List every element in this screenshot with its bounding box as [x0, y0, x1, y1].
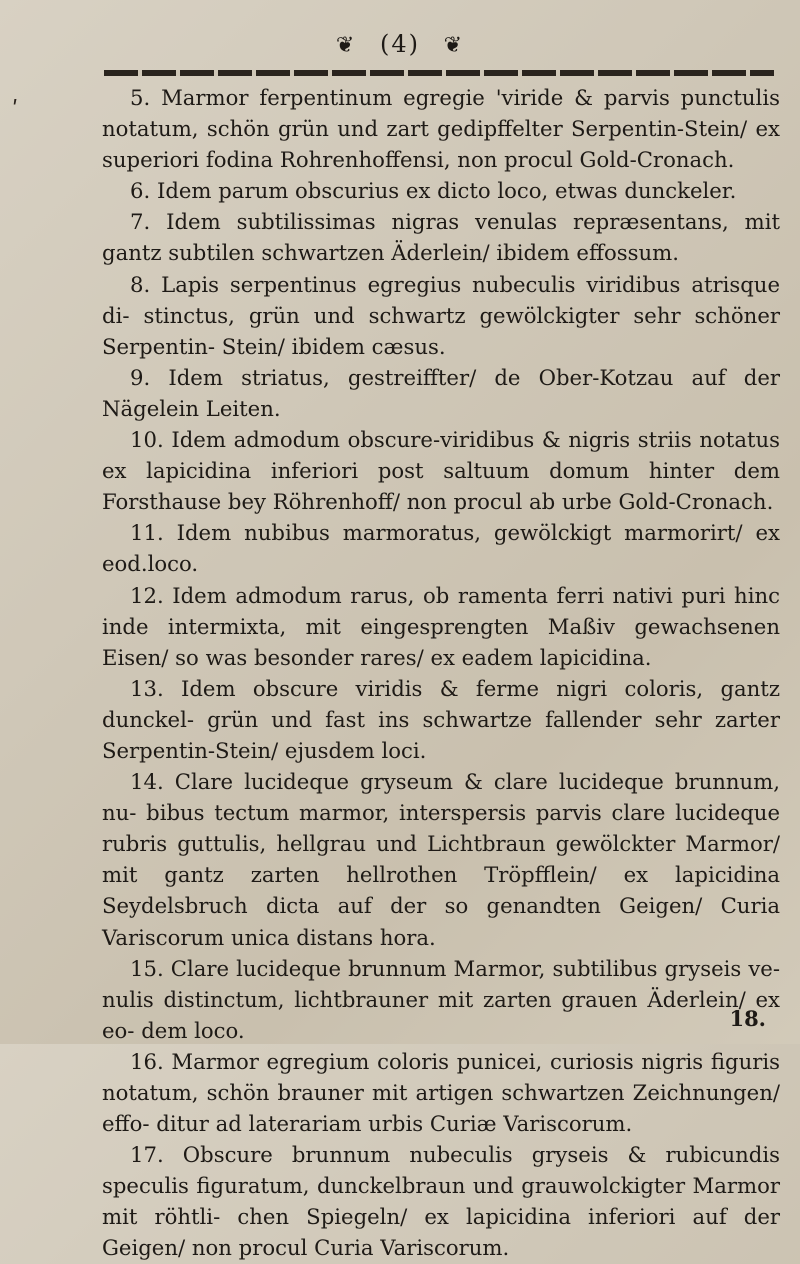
catalog-entry	[102, 766, 780, 953]
catalog-entry	[102, 82, 780, 175]
ornament-icon: ❦	[443, 33, 465, 58]
entry-line: grün und fast ins schwartze fallender sehr zarter Serpentin-Stein/	[102, 706, 780, 763]
entry-line: 16. Marmor egregium coloris punicei, curiosis nigris figuris	[130, 1048, 780, 1074]
entry-line: 6. Idem parum obscurius ex dicto loco, etwas dunckeler.	[130, 178, 737, 204]
catalog-entry	[102, 1139, 780, 1263]
catchword: 18.	[729, 1006, 766, 1031]
page-number: (4)	[380, 30, 420, 58]
entry-line: 9. Idem striatus, gestreiffter/ de Ober-Kotzau auf der Nägelein	[102, 364, 780, 421]
catalog-entry	[102, 269, 780, 362]
entry-line: stinctus, grün und schwartz gewölckigter sehr schöner Serpentin-	[102, 302, 780, 359]
entry-line: guttulis, hellgrau und Lichtbraun gewölckter Marmor/ mit gantz	[102, 831, 780, 888]
catalog-entry	[102, 206, 780, 268]
entry-line: superiori fodina Rohrenhoffensi, non procul Gold-Cronach.	[102, 147, 735, 173]
entry-line: subtilen schwartzen Äderlein/ ibidem effossum.	[168, 240, 679, 266]
catalog-entry	[102, 175, 780, 206]
page-header	[0, 30, 800, 58]
entry-line: notatum, schön grün und zart gedipffelter Serpentin-Stein/ ex	[102, 116, 780, 142]
catalog-entry	[102, 362, 780, 424]
margin-mark: ʹ	[12, 98, 19, 123]
catalog-entry	[102, 953, 780, 1046]
catalog-entry	[102, 424, 780, 517]
entry-line: dem loco.	[141, 1017, 245, 1043]
header-rule	[104, 70, 774, 76]
entry-line: bibus tectum marmor, interspersis parvis clare lucideque rubris	[102, 800, 780, 857]
catalog-entry	[102, 580, 780, 673]
entry-line: 5. Marmor ferpentinum egregie 'viride & parvis punctulis	[130, 85, 780, 110]
ornament-icon: ❦	[335, 33, 357, 58]
entry-line: 7. Idem subtilissimas nigras venulas repræsentans, mit gantz	[102, 209, 780, 266]
entry-line: was besonder rares/ ex eadem lapicidina.	[205, 644, 652, 670]
entry-line: Leiten.	[205, 395, 281, 421]
entry-line: zarten hellrothen Tröpfflein/ ex lapicidina Seydelsbruch dicta auf	[102, 862, 780, 919]
body-text	[102, 82, 780, 1264]
entry-line: nulis distinctum, lichtbrauner mit zarten grauen Äderlein/ ex eo-	[102, 986, 780, 1043]
entry-line: 14. Clare lucideque gryseum & clare lucideque brunnum, nu-	[102, 769, 780, 826]
entry-line: Curia Variscorum.	[314, 1235, 510, 1261]
entry-line: 12. Idem admodum rarus, ob ramenta ferri nativi puri hinc	[130, 582, 780, 608]
entry-line: der so genandten Geigen/ Curia Variscorum unica distans hora.	[102, 893, 780, 950]
catalog-entry	[102, 673, 780, 766]
entry-line: chen Spiegeln/ ex lapicidina inferiori auf der Geigen/ non procul	[102, 1204, 780, 1261]
entry-line: 10. Idem admodum obscure-viridibus & nigris striis notatus	[130, 427, 780, 453]
entry-line: 15. Clare lucideque brunnum Marmor, subtilibus gryseis ve-	[130, 955, 780, 981]
entry-line: bey Röhrenhoff/ non procul ab urbe Gold-Cronach.	[227, 489, 774, 515]
entry-line: notatum, schön brauner mit artigen schwartzen Zeichnungen/ effo-	[102, 1080, 780, 1137]
entry-line: figuratum, dunckelbraun und grauwolckigter Marmor mit röhtli-	[102, 1173, 780, 1230]
entry-line: inde intermixta, mit eingesprengten Maßiv gewachsenen Eisen/ so	[102, 613, 780, 670]
entry-line: ex lapicidina inferiori post saltuum domum hinter dem Forsthause	[102, 458, 780, 515]
entry-line: Stein/ ibidem cæsus.	[221, 333, 446, 359]
entry-line: 13. Idem obscure viridis & ferme nigri coloris, gantz dunckel-	[102, 675, 780, 732]
entry-line: 17. Obscure brunnum nubeculis gryseis & rubicundis speculis	[102, 1142, 780, 1199]
catalog-entry	[102, 517, 780, 579]
entry-line: 8. Lapis serpentinus egregius nubeculis viridibus atrisque di-	[102, 271, 780, 328]
entry-line: ejusdem loci.	[284, 737, 427, 763]
entry-line: ditur ad laterariam urbis Curiæ Variscorum.	[156, 1111, 633, 1137]
catalog-entry	[102, 1046, 780, 1139]
entry-line: 11. Idem nubibus marmoratus, gewölckigt marmorirt/ ex eod.loco.	[102, 520, 780, 577]
